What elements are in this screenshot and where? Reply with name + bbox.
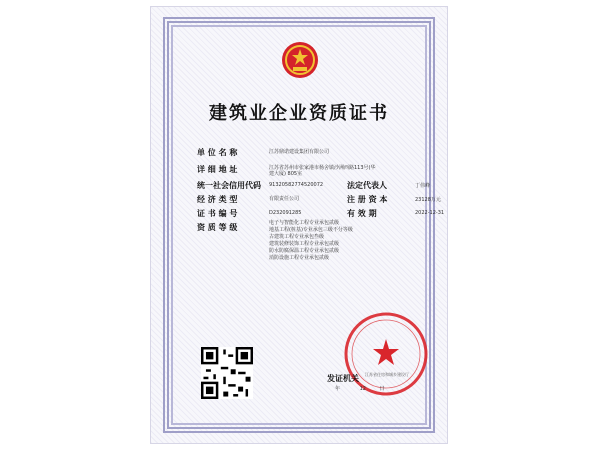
economic-type-value: 有限责任公司: [269, 196, 300, 202]
registered-capital-label: 注 册 资 本: [347, 195, 388, 204]
certificate-title: 建筑业企业资质证书: [209, 103, 389, 124]
company-name-row: [197, 147, 437, 161]
issue-year-label: 年: [335, 386, 341, 392]
issue-date: [335, 385, 385, 392]
credit-code-value: 91320582774520072: [269, 182, 324, 188]
address-label: 详 细 地 址: [197, 165, 238, 174]
certificate-no-value: D232091285: [269, 210, 302, 216]
qualification-label: 资 质 等 级: [197, 223, 238, 232]
legal-rep-label: 法定代表人: [347, 181, 387, 190]
qualification-item: 古建筑工程专业承包叁级: [269, 234, 325, 240]
qr-code-icon: [201, 347, 253, 399]
economic-type-label: 经 济 类 型: [197, 195, 238, 204]
qualification-item: 防水防腐保温工程专业承包贰级: [269, 248, 340, 254]
qualification-item: 消防设施工程专业承包贰级: [269, 255, 330, 261]
national-emblem-icon: [281, 41, 319, 79]
economic-type-row: [197, 194, 441, 208]
legal-rep-value: 丁伟峰: [415, 183, 431, 189]
qualification-item: 电子与智能化工程专业承包贰级: [269, 220, 340, 226]
credit-code-row: [197, 180, 437, 194]
qualification-item: 地基工程(桩基)专业承包三级不分等级: [269, 227, 353, 233]
validity-value: 2022-12-31: [415, 210, 445, 216]
qualification-levels: [269, 220, 389, 262]
validity-label: 有 效 期: [347, 209, 377, 218]
address-value: 江苏省苏州市张家港市杨舍镇沙洲西路113号(华建大厦) 805室: [269, 165, 376, 177]
issuing-authority-name: 江苏省住房和城乡建设厅: [365, 372, 409, 377]
certificate-no-label: 证 书 编 号: [197, 209, 238, 218]
address-row: [197, 164, 437, 178]
company-name-value: 江苏鼎诺建设集团有限公司: [269, 149, 330, 155]
qualification-item: 建筑装修装饰工程专业承包贰级: [269, 241, 340, 247]
issue-day-label: 日: [379, 386, 385, 392]
company-name-label: 单 位 名 称: [197, 148, 238, 157]
credit-code-label: 统一社会信用代码: [197, 181, 261, 190]
issuing-authority-label: 发证机关: [327, 374, 359, 383]
certificate: [150, 6, 448, 444]
issue-month: 12: [359, 386, 366, 392]
registered-capital-value: 23128万元: [415, 197, 441, 203]
